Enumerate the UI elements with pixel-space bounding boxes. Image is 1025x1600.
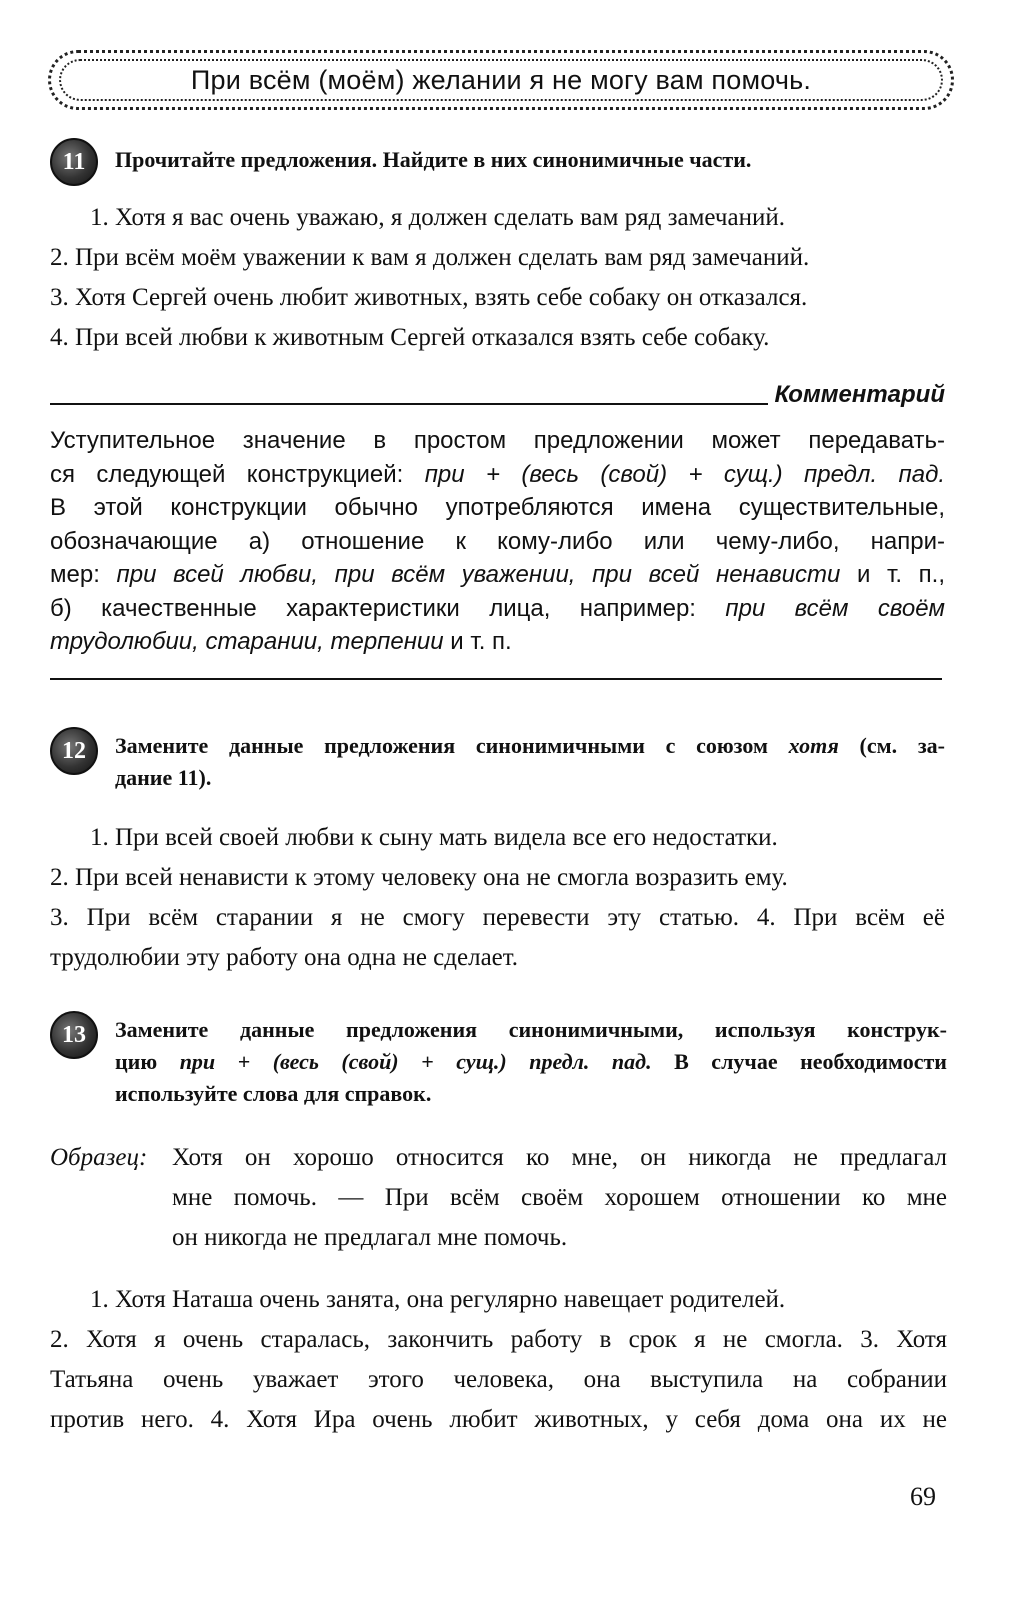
task-13-badge: 13 xyxy=(50,1011,98,1059)
comment-body xyxy=(50,424,945,659)
comment-header xyxy=(50,373,945,409)
task-13-line: Татьяна очень уважает этого человека, она выступила на собрании xyxy=(50,1366,947,1393)
task-12-line: 2. При всей ненависти к этому человеку она не смогла возразить ему. xyxy=(50,864,788,891)
task-13-sentences xyxy=(50,1280,947,1440)
task-11-sentence: 3. Хотя Сергей очень любит животных, взять себе собаку он отказался. xyxy=(50,284,808,311)
sample-line: он никогда не предлагал мне помочь. xyxy=(172,1224,568,1251)
task-12-instruction: Замените данные предложения синонимичными с союзом хотя (см. за- дание 11). xyxy=(115,733,945,790)
title-banner xyxy=(48,50,954,110)
task-11-badge: 11 xyxy=(50,138,98,186)
task-11-sentence: 2. При всём моём уважении к вам я должен сделать вам ряд замечаний. xyxy=(50,244,810,271)
sample-line: мне помочь. — При всём своём хорошем отношении ко мне xyxy=(172,1184,947,1211)
task-12-line: 3. При всём старании я не смогу перевести эту статью. 4. При всём её xyxy=(50,904,945,931)
comment-bottom-rule xyxy=(50,678,942,680)
comment-line: Уступительное значение в простом предложении может передавать- xyxy=(50,427,945,454)
comment-line: В этой конструкции обычно употребляются имена существительные, xyxy=(50,494,945,521)
task-12-line: 1. При всей своей любви к сыну мать видела все его недостатки. xyxy=(90,824,778,851)
comment-line: обозначающие а) отношение к кому-либо или чему-либо, напри- xyxy=(50,527,945,555)
comment-line: ся следующей конструкцией: при + (весь (свой) + сущ.) предл. пад. xyxy=(50,460,945,488)
task-11-sentence: 4. При всей любви к животным Сергей отказался взять себе собаку. xyxy=(50,324,770,351)
sample-text xyxy=(172,1138,947,1258)
comment-rule xyxy=(50,403,768,405)
sample-label: Образец: xyxy=(50,1144,148,1171)
task-11-sentence: 1. Хотя я вас очень уважаю, я должен сделать вам ряд замечаний. xyxy=(90,204,785,231)
task-12-badge: 12 xyxy=(50,727,98,775)
task-13-line: 2. Хотя я очень старалась, закончить работу в срок я не смогла. 3. Хотя xyxy=(50,1326,947,1353)
task-13-line: против него. 4. Хотя Ира очень любит животных, у себя дома она их не xyxy=(50,1406,947,1433)
sample-line: Хотя он хорошо относится ко мне, он никогда не предлагал xyxy=(172,1144,947,1171)
task-11-sentences xyxy=(50,198,945,358)
task-11-instruction: Прочитайте предложения. Найдите в них синонимичные части. xyxy=(115,147,752,172)
comment-line: мер: при всей любви, при всём уважении, при всей ненависти и т. п., xyxy=(50,561,946,588)
banner-text: При всём (моём) желании я не могу вам помочь. xyxy=(59,59,943,101)
comment-title: Комментарий xyxy=(774,381,945,408)
page-number: 69 xyxy=(910,1482,936,1511)
comment-line: трудолюбии, старании, терпении и т. п. xyxy=(50,628,512,655)
task-13-instruction: Замените данные предложения синонимичными, используя конструк- цию при + (весь (свой) + сущ.) предл. пад. В случае необходимости используйте слова для справок. xyxy=(115,1017,947,1106)
task-12-line: трудолюбии эту работу она одна не сделает. xyxy=(50,944,519,971)
task-13-line: 1. Хотя Наташа очень занята, она регулярно навещает родителей. xyxy=(90,1286,786,1313)
task-12-sentences xyxy=(50,818,945,978)
comment-line: б) качественные характеристики лица, например: при всём своём xyxy=(50,594,946,622)
